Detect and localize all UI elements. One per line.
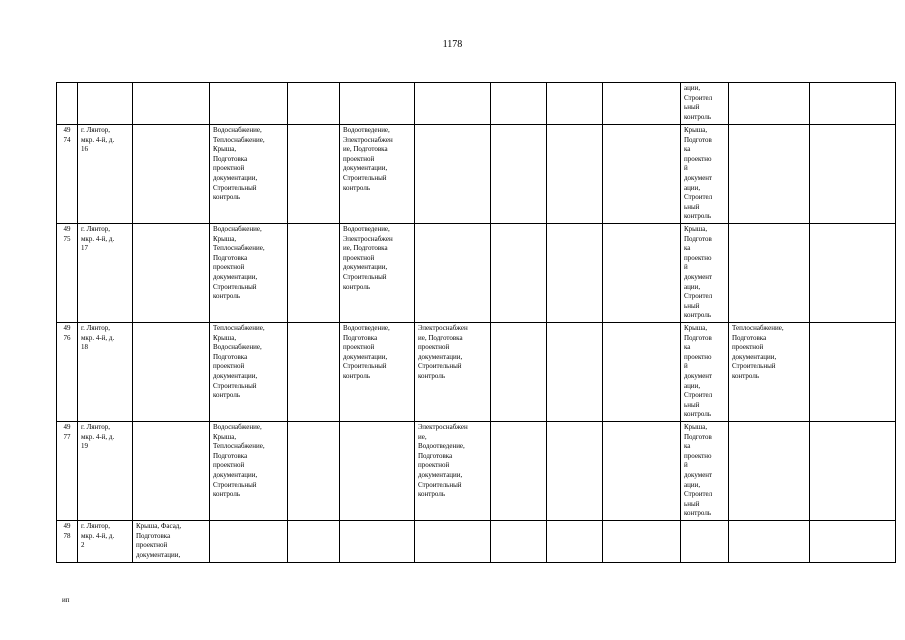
- table-cell: [340, 422, 415, 521]
- table-cell: [547, 521, 603, 563]
- table-cell: [133, 224, 210, 323]
- table-cell: [288, 224, 340, 323]
- table-cell: [288, 125, 340, 224]
- address-text: г. Лянтор, мкр. 4-й, д. 16: [81, 126, 115, 154]
- cell-text: Теплоснабжение, Крыша, Водоснабжение, Подготовка проектной документации, Строительный контроль: [213, 324, 265, 400]
- table-cell: [681, 422, 729, 521]
- table-cell: [288, 422, 340, 521]
- table-row: [57, 323, 896, 422]
- table-cell: [491, 224, 547, 323]
- table-cell: [603, 422, 681, 521]
- table-cell: [547, 224, 603, 323]
- cell-text: Водоотведение, Электроснабжен ие, Подготовка проектной документации, Строительный контроль: [343, 225, 393, 291]
- table-cell: [340, 224, 415, 323]
- row-number-cell: [57, 125, 78, 224]
- cell-text: Водоотведение, Подготовка проектной документации, Строительный контроль: [343, 324, 390, 380]
- table-cell: [810, 83, 896, 125]
- table-row: [57, 521, 896, 563]
- table-cell: [810, 323, 896, 422]
- address-text: г. Лянтор, мкр. 4-й, д. 19: [81, 423, 115, 451]
- address-cell: [78, 125, 133, 224]
- table-cell: [491, 83, 547, 125]
- table-cell: [729, 224, 810, 323]
- address-text: г. Лянтор, мкр. 4-й, д. 17: [81, 225, 115, 253]
- table-cell: [603, 521, 681, 563]
- address-cell: [78, 323, 133, 422]
- address-cell: [78, 224, 133, 323]
- table-cell: [288, 83, 340, 125]
- table-cell: [547, 323, 603, 422]
- row-number-cell: [57, 83, 78, 125]
- cell-text: Крыша, Подготов ка проектно й документ ации, Строител ьный контроль: [684, 423, 713, 518]
- table-cell: [681, 323, 729, 422]
- cell-text: Электроснабжен ие, Подготовка проектной документации, Строительный контроль: [418, 324, 468, 380]
- table-cell: [681, 83, 729, 125]
- table-cell: [210, 224, 288, 323]
- table-cell: [210, 83, 288, 125]
- address-cell: [78, 83, 133, 125]
- row-number: 49 74: [63, 126, 71, 144]
- cell-text: Водоотведение, Электроснабжен ие, Подготовка проектной документации, Строительный контроль: [343, 126, 393, 192]
- table-row: [57, 125, 896, 224]
- table-cell: [681, 521, 729, 563]
- table-cell: [547, 125, 603, 224]
- cell-text: Крыша, Фасад, Подготовка проектной документации,: [136, 522, 182, 559]
- table-cell: [133, 422, 210, 521]
- table-cell: [729, 521, 810, 563]
- table-cell: [288, 521, 340, 563]
- table-cell: [729, 323, 810, 422]
- table-cell: [547, 422, 603, 521]
- cell-text: Крыша, Подготов ка проектно й документ ации, Строител ьный контроль: [684, 225, 713, 320]
- repair-schedule-table: [56, 82, 896, 563]
- table-cell: [288, 323, 340, 422]
- table-cell: [415, 83, 491, 125]
- table-cell: [810, 521, 896, 563]
- row-number: 49 75: [63, 225, 71, 243]
- table-cell: [340, 83, 415, 125]
- table-cell: [415, 323, 491, 422]
- address-text: г. Лянтор, мкр. 4-й, д. 18: [81, 324, 115, 352]
- page-number: 1178: [442, 39, 463, 50]
- table-cell: [210, 422, 288, 521]
- table-cell: [729, 83, 810, 125]
- table-cell: [133, 521, 210, 563]
- cell-text: Крыша, Подготов ка проектно й документ ации, Строител ьный контроль: [684, 324, 713, 419]
- cell-text: Водоснабжение, Крыша, Теплоснабжение, Подготовка проектной документации, Строительный контроль: [213, 423, 265, 499]
- table-cell: [603, 125, 681, 224]
- table-cell: [491, 323, 547, 422]
- table-cell: [681, 125, 729, 224]
- table-cell: [491, 422, 547, 521]
- table-row: [57, 83, 896, 125]
- table-cell: [810, 125, 896, 224]
- row-number: 49 78: [63, 522, 71, 540]
- table-cell: [729, 125, 810, 224]
- table-cell: [415, 125, 491, 224]
- table-cell: [415, 224, 491, 323]
- table-row: [57, 422, 896, 521]
- table-cell: [415, 521, 491, 563]
- table-cell: [340, 125, 415, 224]
- row-number-cell: [57, 422, 78, 521]
- table-cell: [681, 224, 729, 323]
- table-row: [57, 224, 896, 323]
- cell-text: Электроснабжен ие, Водоотведение, Подготовка проектной документации, Строительный контроль: [418, 423, 468, 499]
- footer-mark: ип: [62, 596, 70, 604]
- table-cell: [603, 224, 681, 323]
- row-number-cell: [57, 323, 78, 422]
- table-cell: [603, 83, 681, 125]
- address-text: г. Лянтор, мкр. 4-й, д. 2: [81, 522, 115, 550]
- table-cell: [133, 125, 210, 224]
- table-cell: [810, 224, 896, 323]
- table-cell: [340, 521, 415, 563]
- table-cell: [340, 323, 415, 422]
- table-cell: [603, 323, 681, 422]
- cell-text: Теплоснабжение, Подготовка проектной документации, Строительный контроль: [732, 324, 784, 380]
- table-cell: [547, 83, 603, 125]
- address-cell: [78, 521, 133, 563]
- cell-text: ации, Строител ьный контроль: [684, 84, 713, 121]
- address-cell: [78, 422, 133, 521]
- table-cell: [133, 323, 210, 422]
- table-cell: [415, 422, 491, 521]
- table-cell: [133, 83, 210, 125]
- cell-text: Водоснабжение, Теплоснабжение, Крыша, Подготовка проектной документации, Строительный контроль: [213, 126, 265, 202]
- row-number-cell: [57, 224, 78, 323]
- row-number-cell: [57, 521, 78, 563]
- table-cell: [810, 422, 896, 521]
- table-cell: [491, 125, 547, 224]
- cell-text: Водоснабжение, Крыша, Теплоснабжение, Подготовка проектной документации, Строительный контроль: [213, 225, 265, 301]
- table-cell: [210, 125, 288, 224]
- table-cell: [491, 521, 547, 563]
- table-cell: [729, 422, 810, 521]
- row-number: 49 76: [63, 324, 71, 342]
- cell-text: Крыша, Подготов ка проектно й документ ации, Строител ьный контроль: [684, 126, 713, 221]
- row-number: 49 77: [63, 423, 71, 441]
- table-cell: [210, 521, 288, 563]
- table-cell: [210, 323, 288, 422]
